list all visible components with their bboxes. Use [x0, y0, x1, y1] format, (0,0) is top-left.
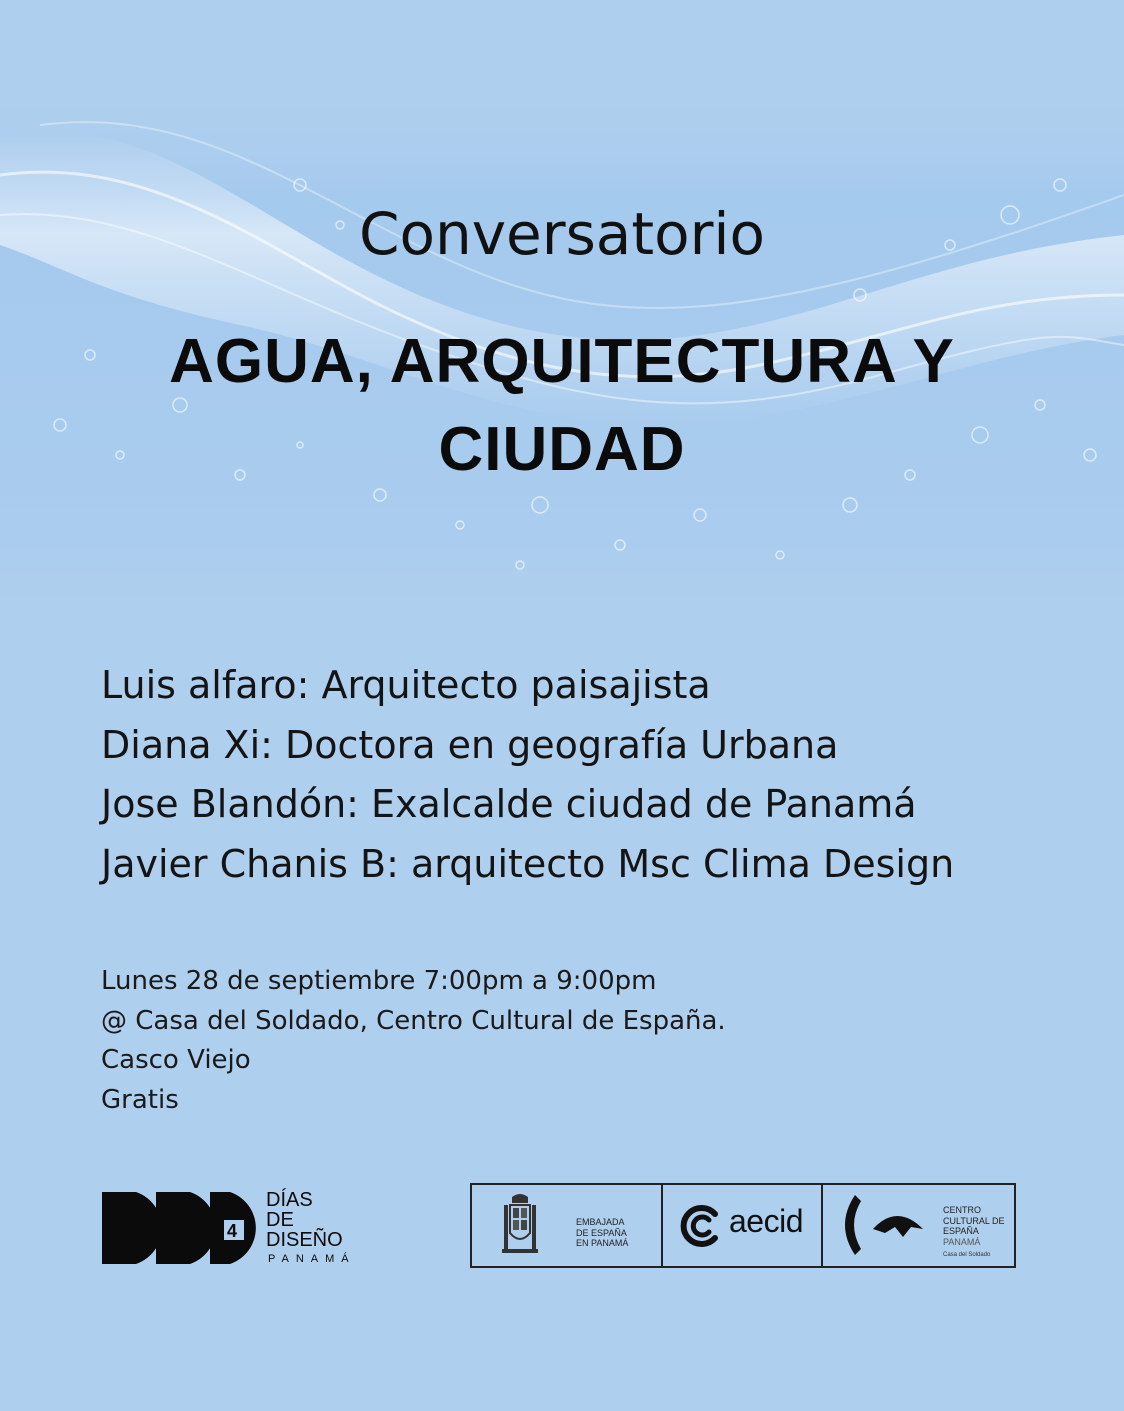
- cce-line-2: CULTURAL DE: [943, 1215, 1005, 1226]
- event-title: [0, 318, 1124, 494]
- event-venue: @ Casa del Soldado, Centro Cultural de España.: [101, 1005, 726, 1036]
- event-price: Gratis: [101, 1084, 179, 1115]
- aecid-wordmark: aecid: [729, 1203, 803, 1239]
- embajada-line-1: EMBAJADA: [576, 1217, 625, 1227]
- centro-cultural-text: [943, 1205, 1005, 1247]
- aecid-logo: [661, 1185, 821, 1266]
- centro-cultural-symbol-icon: [837, 1193, 933, 1259]
- centro-cultural-logo: [821, 1185, 1014, 1266]
- coat-of-arms-icon: [502, 1193, 538, 1259]
- cce-line-1: CENTRO: [943, 1205, 981, 1215]
- speaker-item: Jose Blandón: Exalcalde ciudad de Panamá: [101, 782, 917, 826]
- embajada-text: [576, 1217, 628, 1249]
- ddd-logo-text: [266, 1190, 343, 1250]
- ddd-logo-subtitle: PANAMÁ: [268, 1253, 356, 1265]
- embajada-logo: [472, 1185, 661, 1266]
- event-date-time: Lunes 28 de septiembre 7:00pm a 9:00pm: [101, 966, 657, 996]
- event-title-line-2: CIUDAD: [438, 415, 686, 484]
- ddd-line-2: DE: [266, 1209, 294, 1231]
- ddd-line-1: DÍAS: [266, 1189, 313, 1211]
- aecid-symbol-icon: [679, 1204, 723, 1248]
- event-type-heading: Conversatorio: [358, 200, 766, 268]
- embajada-line-2: DE ESPAÑA: [576, 1227, 627, 1238]
- cce-casa-soldado: Casa del Soldado: [943, 1252, 991, 1258]
- sponsor-logos: [470, 1183, 1016, 1268]
- embajada-line-3: EN PANAMÁ: [576, 1238, 629, 1248]
- speaker-item: Luis alfaro: Arquitecto paisajista: [101, 663, 711, 707]
- event-details: [101, 962, 1001, 1120]
- speaker-item: Javier Chanis B: arquitecto Msc Clima Design: [101, 841, 955, 886]
- speaker-item: Diana Xi: Doctora en geografía Urbana: [101, 722, 839, 767]
- speaker-list: [101, 656, 1061, 894]
- cce-line-3: ESPAÑA: [943, 1226, 979, 1236]
- event-neighborhood: Casco Viejo: [101, 1045, 251, 1075]
- event-title-line-1: AGUA, ARQUITECTURA Y: [169, 327, 955, 396]
- ddd-badge-number: 4: [227, 1221, 238, 1241]
- cce-line-4: PANAMÁ: [943, 1236, 981, 1247]
- ddd-line-3: DISEÑO: [266, 1229, 343, 1251]
